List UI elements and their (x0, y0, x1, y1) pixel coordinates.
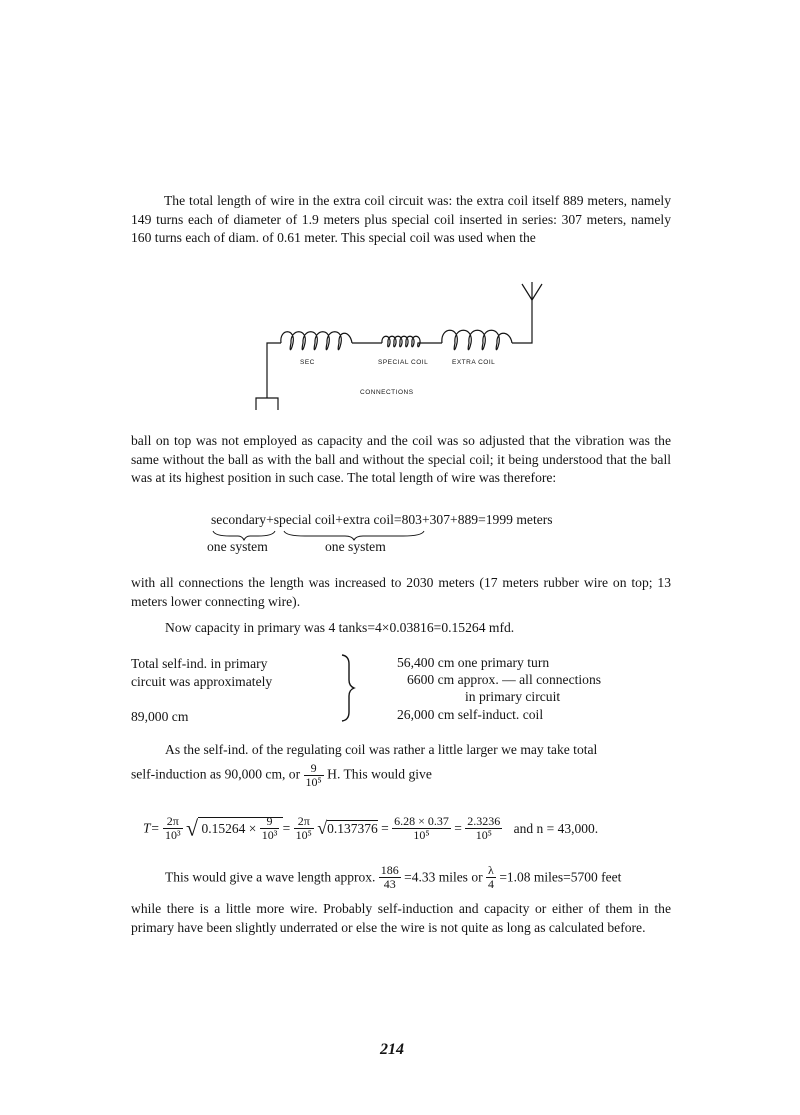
capacity-line: Now capacity in primary was 4 tanks=4×0.03816=0.15264 mfd. (165, 620, 515, 635)
formula-eq-2: = (381, 820, 389, 836)
formula-frac-5 (465, 815, 502, 842)
wavelength-frac-2-den: 4 (487, 877, 494, 891)
formula-frac-5-den: 10⁵ (475, 828, 492, 842)
selfind-right-2: 6600 cm approx. — all connections (407, 672, 602, 687)
selfind-right-3: in primary circuit (465, 689, 561, 704)
henry-fraction (304, 762, 324, 789)
wavelength-frac-1-num: 186 (380, 863, 399, 877)
paragraph-5: while there is a little more wire. Probably self-induction and capacity or either of them in the primary have been slightly underrated or else the wire is not quite as long as calculated before. (131, 901, 671, 935)
paragraph-2: ball on top was not employed as capacity and the coil was so adjusted that the vibration was the same without the ball as with the ball and without the special coil; it being understood that the ball was at its highest position in such case. The total length of wire was therefore: (131, 433, 671, 485)
formula-frac-1 (163, 815, 183, 842)
formula-frac-5-num: 2.3236 (467, 814, 501, 828)
label-extra-coil: EXTRA COIL (452, 359, 496, 366)
selfind-left-1: Total self-ind. in primary (131, 656, 268, 671)
formula-frac-2-num: 9 (260, 815, 280, 829)
paragraph-4-line-2 (131, 762, 432, 789)
wavelength-post: =1.08 miles=5700 feet (499, 869, 622, 885)
wavelength-pre: This would give a wave length approx. (165, 869, 376, 885)
brace-label-1: one system (207, 539, 268, 554)
p4-pre: self-induction as 90,000 cm, or (131, 766, 301, 782)
wavelength-frac-2 (486, 864, 496, 891)
formula-frac-1-den: 10³ (165, 828, 181, 842)
extra-coil (442, 330, 512, 350)
sqrt-sign-2: √ (317, 818, 328, 838)
special-coil (382, 336, 442, 347)
formula-frac-4-den: 10⁵ (413, 828, 430, 842)
wavelength-mid: =4.33 miles or (404, 869, 483, 885)
selfind-total: 89,000 cm (131, 709, 189, 724)
wavelength-line (165, 864, 621, 891)
formula-eq-1: = (282, 820, 291, 836)
formula-eq-3: = (454, 820, 462, 836)
henry-fraction-num: 9 (304, 762, 324, 776)
p4-post: H. This would give (327, 766, 432, 782)
secondary-coil (281, 332, 352, 350)
page-number: 214 (380, 1041, 404, 1058)
sqrt-body-2: 0.137376 (327, 820, 378, 836)
formula-tail: and n = 43,000. (513, 820, 599, 836)
selfind-left-2: circuit was approximately (131, 674, 273, 689)
paragraph-3: with all connections the length was increased to 2030 meters (17 meters rubber wire on top; 13 meters lower connecting wire). (131, 575, 671, 609)
left-wire (267, 343, 281, 398)
sqrt-1-pre: 0.15264 × (201, 820, 257, 836)
ground-symbol (256, 398, 278, 410)
formula-frac-2 (260, 815, 280, 842)
label-sec: SEC (300, 359, 315, 366)
sqrt-body-1 (198, 814, 283, 842)
formula-frac-4 (392, 815, 451, 842)
formula-frac-4-num: 6.28 × 0.37 (394, 814, 449, 828)
brace-label-2: one system (325, 539, 386, 554)
formula-T: T= (143, 820, 160, 836)
paragraph-1: The total length of wire in the extra coil circuit was: the extra coil itself 889 meters, namely 149 turns each of diameter of 1.9 meters plus special coil inserted in series: 307 meters, namely 160 turns each of diam. of 0.61 meter. This special coil was used when the (131, 193, 671, 245)
paragraph-4-line-1: As the self-ind. of the regulating coil was rather a little larger we may take total (165, 742, 598, 757)
selfind-right-1: 56,400 cm one primary turn (397, 655, 550, 670)
antenna-icon (522, 282, 542, 300)
wire-to-antenna (512, 300, 532, 343)
formula-frac-3-den: 10⁵ (295, 828, 312, 842)
formula-frac-3 (294, 815, 314, 842)
henry-fraction-den: 10⁵ (305, 775, 322, 789)
wavelength-frac-2-num: λ (486, 864, 496, 878)
formula-frac-3-num: 2π (294, 815, 314, 829)
formula-frac-2-den: 10³ (261, 828, 278, 842)
formula-frac-1-num: 2π (163, 815, 183, 829)
label-connections: CONNECTIONS (360, 389, 414, 396)
wire-sum-expression: secondary+special coil+extra coil=803+307+889=1999 meters (211, 512, 553, 527)
selfind-right-4: 26,000 cm self-induct. coil (397, 707, 544, 722)
period-formula (143, 815, 598, 842)
wavelength-frac-1-den: 43 (383, 877, 396, 891)
label-special-coil: SPECIAL COIL (378, 359, 429, 366)
wavelength-frac-1 (379, 864, 401, 891)
sqrt-sign-1: √ (185, 815, 199, 841)
